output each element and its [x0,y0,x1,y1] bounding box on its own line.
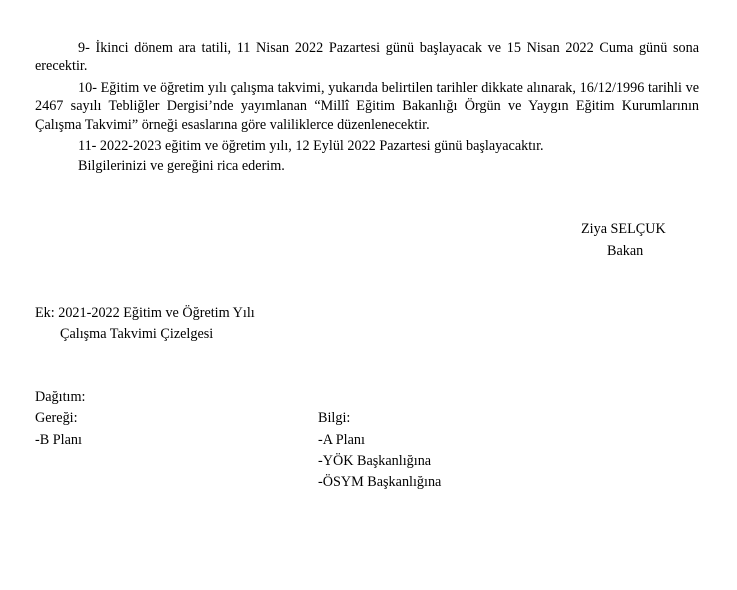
attachment-line-1: Ek: 2021-2022 Eğitim ve Öğretim Yılı [35,305,255,321]
distribution-heading: Dağıtım: [35,389,86,405]
gereg-item: -B Planı [35,432,82,448]
paragraph-9 [35,39,699,76]
gereg-heading: Gereği: [35,410,78,426]
paragraph-11: 11- 2022-2023 eğitim ve öğretim yılı, 12 Eylül 2022 Pazartesi günü başlayacaktır. [78,138,544,154]
signature-title: Bakan [607,243,644,259]
bilgi-item: -YÖK Başkanlığına [318,453,432,469]
signature-name: Ziya SELÇUK [581,221,666,237]
attachment-line-2: Çalışma Takvimi Çizelgesi [60,326,214,342]
paragraph-9-text: 9- İkinci dönem ara tatili, 11 Nisan 2022 Pazartesi günü başlayacak ve 15 Nisan 2022 Cuma günü sona erecektir. [35,40,699,75]
paragraph-10-text: 10- Eğitim ve öğretim yılı çalışma takvimi, yukarıda belirtilen tarihler dikkate alınarak, 16/12/1996 tarihli ve 2467 sayılı Tebliğler Dergisi’nde yayımlanan “Millî Eğitim Bakanlığı Örgün ve Yaygın Eğitim Kurumlarının Çalışma Takvimi” örneği esaslarına göre valiliklerce düzenlenecektir. [35,80,699,133]
paragraph-10 [35,79,699,134]
bilgi-item: -ÖSYM Başkanlığına [318,474,442,490]
closing-sentence: Bilgilerinizi ve gereğini rica ederim. [78,158,285,174]
bilgi-item: -A Planı [318,432,365,448]
bilgi-heading: Bilgi: [318,410,351,426]
